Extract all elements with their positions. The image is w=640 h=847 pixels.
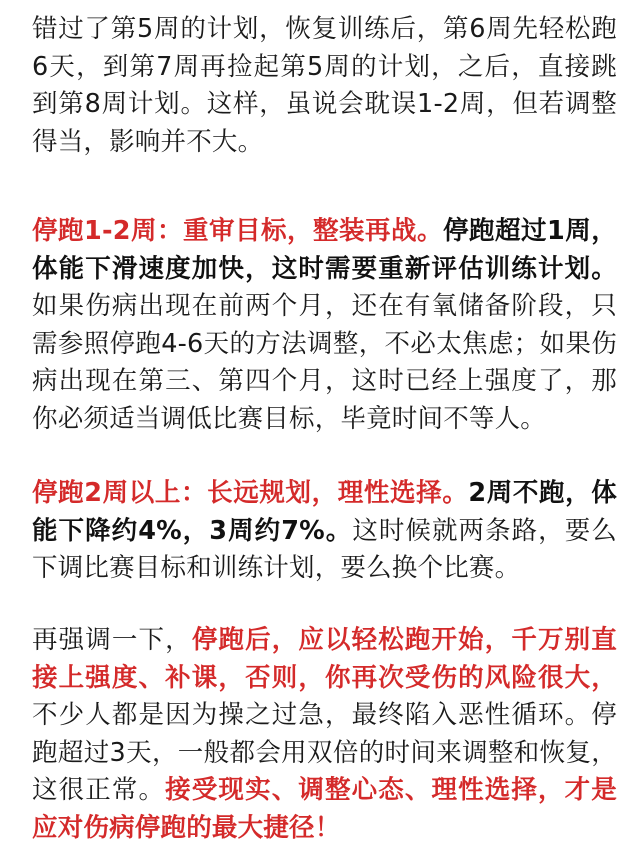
paragraph-text: 不少人都是因为操之过急，最终陷入恶性循环。停跑超过3天，一般都会用双倍的时间来调整和恢复，这很正常。 [32,700,617,805]
highlight-conclusion-text: 接受现实、调整心态、理性选择，才是应对伤病停跑的最大捷径！ [32,775,617,843]
paragraph-stop-1-2-weeks [32,213,617,438]
paragraph-lead-text: 再强调一下， [32,625,192,655]
section-heading-over-2-weeks: 停跑2周以上：长远规划，理性选择。 [32,478,469,508]
section-heading-1-2-weeks: 停跑1-2周：重审目标，整装再战。 [32,216,444,246]
highlight-warning-text: 停跑后，应以轻松跑开始，千万别直接上强度、补课，否则，你再次受伤的风险很大， [32,625,618,693]
paragraph-stop-over-2-weeks [32,475,617,588]
paragraph-emphasis [32,622,617,847]
paragraph-text: 这时候就两条路，要么下调比赛目标和训练计划，要么换个比赛。 [32,515,617,583]
paragraph-schedule-adjustment [32,11,617,161]
key-point-text: 停跑超过1周，体能下滑速度加快，这时需要重新评估训练计划。 [32,216,617,284]
paragraph-text: 如果伤病出现在前两个月，还在有氧储备阶段，只需参照停跑4-6天的方法调整，不必太焦虑；如果伤病出现在第三、第四个月，这时已经上强度了，那你必须适当调低比赛目标，毕竟时间不等人。 [32,291,617,434]
key-point-text: 2周不跑，体能下降约4%，3周约7%。 [32,478,617,546]
paragraph-text: 错过了第5周的计划，恢复训练后，第6周先轻松跑6天，到第7周再捡起第5周的计划，之后，直接跳到第8周计划。这样，虽说会耽误1-2周，但若调整得当，影响并不大。 [32,14,617,157]
